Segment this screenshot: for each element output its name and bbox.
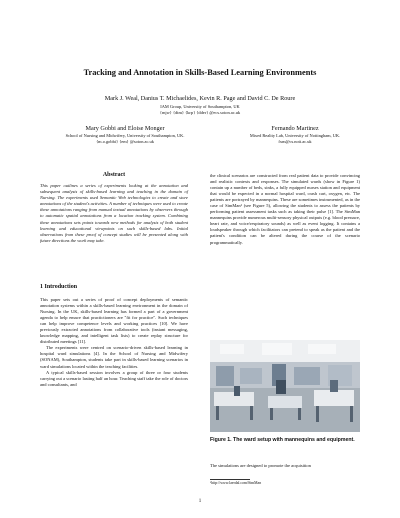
section-heading-introduction: 1 Introduction [40,284,78,290]
page-number: 1 [198,499,202,504]
abstract-heading: Abstract [102,172,126,178]
affiliation-iam: IAM Group, University of Southampton, UK [160,104,240,109]
right-paragraph-2: The simulations are designed to promote the acquisition [210,463,311,468]
abstract-text: This paper outlines a series of experiments looking at the annotation and subsequent analysis of skills-based learning and teaching in the domain of Nursing. The experiments used Semantic Web technologies to create and store annotations of the student's activities. A number of techniques were used to create these annotations ranging from manual textual annotations by observers through to automatic spatial annotations from a location tracking system. Combining these annotations sets points towards new methods for analysis of both student learning and educational viewpoints on such skills-based labs. Initial observations from these proof of concept studies will be presented along with future directions the work may take. [40,183,188,243]
figure-1-caption: Figure 1. The ward setup with mannequins and equipment. [210,437,355,443]
paper-title: Tracking and Annotation in Skills-Based Learning Environments [83,68,317,77]
authors-left: Mary Gobbi and Eloise Monger [85,125,165,132]
right-paragraph-1: the clinical scenarios are constructed from real patient data to provide convincing and realistic contexts and responses. The simulated wards (show in Figure 1) contain up a number of beds, sinks, a fully equipped nurses station and equipment that would be expected in a normal hospital ward, crash cart, oxygen, etc. The patients are portrayed by mannequins. These are sometimes instrumented, as in the case of SimMan¹ (see Figure 5), allowing the students to assess the patients by performing patient assessment tasks such as taking their pulse [1]. The SimMan mannequins provide numerous multi-sensory physical outputs (e.g. blood pressure, heart rate, and voice/respiratory sounds) as well as event logging. It contains a loudspeaker through which facilitators can pretend to speak as the patient and the patient's condition can be altered during the course of the scenario programmatically. [210,173,360,245]
ward-photo-figure [210,340,360,432]
affiliation-sonam-email: {m.o.gobbi} {em} @soton.ac.uk [96,138,154,144]
affiliation-mrl: Mixed Reality Lab, University of Nottingham, UK. [249,133,341,138]
intro-paragraph-1: This paper sets out a series of proof of concept deployments of semantic annotation systems within a skills-based learning environment in the domain of Nursing. In the UK, skills-based learning has formed a part of a government agenda to help ensure that practictioners are "fit for practice". Such techniques can help improve competence levels and working practices [10]. We have previously extracted annotations from collaborative tools (instant messaging, knowledge mapping, and intelligent task lists) to create replay structure for distributed meetings [11]. [40,297,188,345]
left-column-body [40,297,188,388]
affiliation-mrl-email: fxm@cs.nott.ac.uk [278,138,312,144]
author-block-left [40,125,210,144]
author-block-right [225,125,365,144]
right-column-body [210,173,360,246]
intro-paragraph-2: The experiments were centred on scenario-driven skills-based learning in hospital ward simulations [4]. In the School of Nursing and Midwifery (SONAM), Southampton, students take part in skills-based learning scenarios in ward simulations located within the teaching facilities. [40,345,188,369]
footnote-simman-url: ¹http://www.laerdal.com/SimMan [210,481,262,485]
affiliation-sonam: School of Nursing and Midwifery, University of Southampton, UK. [65,133,185,138]
authors-right: Fernando Martinez [271,125,319,132]
ward-photo [210,340,360,432]
authors-line: Mark J. Weal, Danius T. Michaelides, Kevin R. Page and David C. De Roure [104,95,296,102]
intro-paragraph-3: A typical skills-based session involves a group of three or four students carrying out a scenario lasting half an hour. Teaching staff take the role of doctors and consultants, and [40,369,188,387]
footnote-rule [210,479,250,480]
author-block-main [20,95,380,115]
affiliation-iam-email: {mjw} {dtm} {krp} {dder} @ecs.soton.ac.uk [159,109,241,115]
